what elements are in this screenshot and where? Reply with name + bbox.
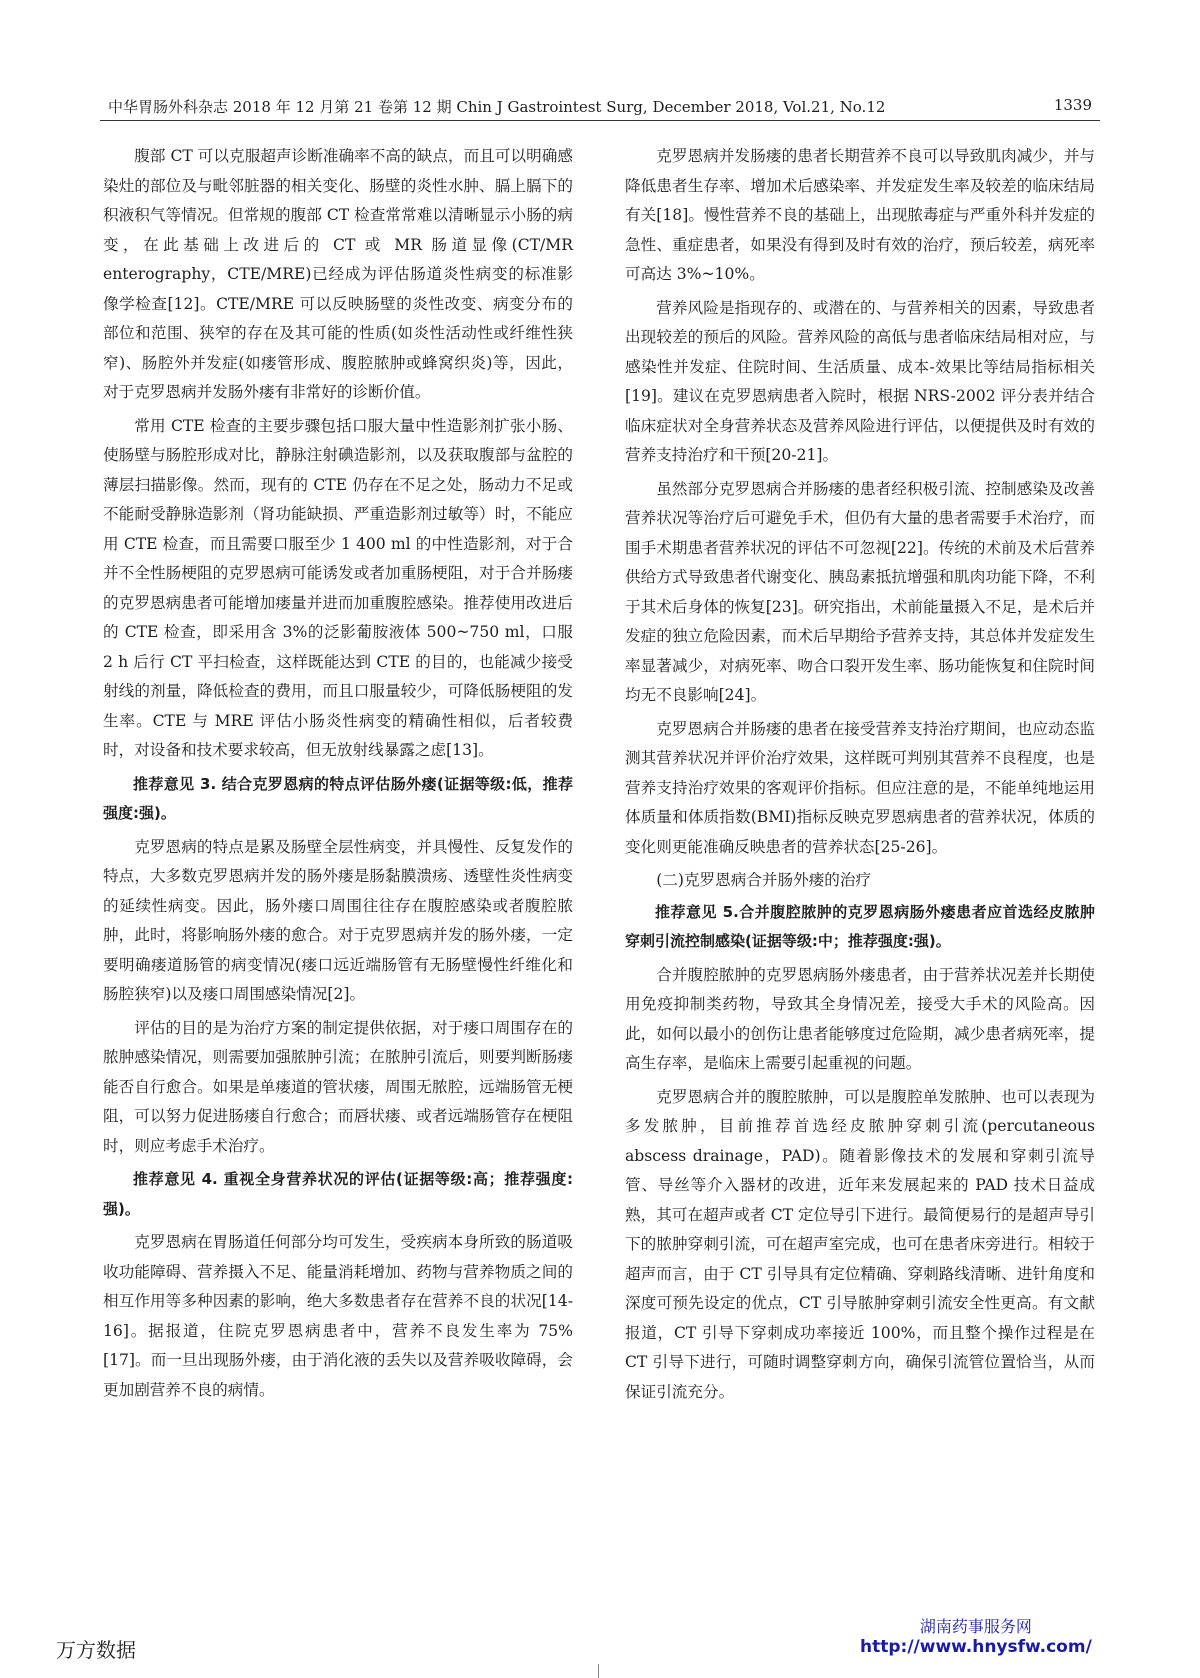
- recommendation-5: 推荐意见 5.合并腹腔脓肿的克罗恩病肠外瘘患者应首选经皮脓肿穿刺引流控制感染(证据等级:中；推荐强度:强)。: [625, 902, 1095, 950]
- paragraph: 克罗恩病合并肠瘘的患者在接受营养支持治疗期间，也应动态监测其营养状况并评价治疗效果，这样既可判别其营养不良程度，也是营养支持治疗效果的客观评价指标。但应注意的是，不能单纯地运用体质量和体质指数(BMI)指标反映克罗恩病患者的营养状况，体质的变化则更能准确反映患者的营养状态[25-26]。: [625, 719, 1095, 856]
- paragraph: 评估的目的是为治疗方案的制定提供依据，对于瘘口周围存在的脓肿感染情况，则需要加强脓肿引流；在脓肿引流后，则要判断肠瘘能否自行愈合。如果是单瘘道的管状瘘，周围无脓腔，远端肠管无梗阻，可以努力促进肠瘘自行愈合；而唇状瘘、或者远端肠管存在梗阻时，则应考虑手术治疗。: [103, 1018, 573, 1155]
- watermark-name: 湖南药事服务网: [919, 1617, 1032, 1636]
- running-header: [100, 92, 1100, 121]
- recommendation-3: 推荐意见 3. 结合克罗恩病的特点评估肠外瘘(证据等级:低，推荐强度:强)。: [103, 774, 573, 822]
- paragraph: 克罗恩病的特点是累及肠壁全层性病变，并具慢性、反复发作的特点，大多数克罗恩病并发的肠外瘘是肠黏膜溃疡、透壁性炎性病变的延续性病变。因此，肠外瘘口周围往往存在腹腔感染或者腹腔脓肿，此时，将影响肠外瘘的愈合。对于克罗恩病并发的肠外瘘，一定要明确瘘道肠管的病变情况(瘘口远近端肠管有无肠壁慢性纤维化和肠腔狭窄)以及瘘口周围感染情况[2]。: [103, 837, 573, 1003]
- watermark: [860, 1614, 1092, 1657]
- paragraph: 虽然部分克罗恩病合并肠瘘的患者经积极引流、控制感染及改善营养状况等治疗后可避免手术，但仍有大量的患者需要手术治疗，而围手术期患者营养状况的评估不可忽视[22]。传统的术前及术后营养供给方式导致患者代谢变化、胰岛素抵抗增强和肌肉功能下降，不利于其术后身体的恢复[23]。研究指出，术前能量摄入不足，是术后并发症的独立危险因素，而术后早期给予营养支持，其总体并发症发生率显著减少，对病死率、吻合口裂开发生率、肠功能恢复和住院时间均无不良影响[24]。: [625, 479, 1095, 704]
- journal-citation: 中华胃肠外科杂志 2018 年 12 月第 21 卷第 12 期 Chin J Gastrointest Surg, December 2018, Vol.21, No.12: [108, 98, 886, 116]
- page-edge-mark: [598, 1664, 599, 1678]
- recommendation-4: 推荐意见 4. 重视全身营养状况的评估(证据等级:高；推荐强度:强)。: [103, 1170, 573, 1218]
- paragraph: 常用 CTE 检查的主要步骤包括口服大量中性造影剂扩张小肠、使肠壁与肠腔形成对比，静脉注射碘造影剂，以及获取腹部与盆腔的薄层扫描影像。然而，现有的 CTE 仍存在不足之处，肠动力不足或不能耐受静脉造影剂（肾功能缺损、严重造影剂过敏等）时，不能应用 CTE 检查，而且需要口服至少 1 400 ml 的中性造影剂，对于合并不全性肠梗阻的克罗恩病可能诱发或者加重肠梗阻，对于合并肠瘘的克罗恩病患者可能增加瘘量并进而加重腹腔感染。推荐使用改进后的 CTE 检查，即采用含 3%的泛影葡胺液体 500~750 ml，口服 2 h 后行 CT 平扫检查，这样既能达到 CTE 的目的，也能减少接受射线的剂量，降低检查的费用，而且口服量较少，可降低肠梗阻的发生率。CTE 与 MRE 评估小肠炎性病变的精确性相似，后者较费时，对设备和技术要求较高，但无放射线暴露之虑[13]。: [103, 416, 573, 759]
- page-number: 1339: [1053, 96, 1092, 114]
- watermark-url[interactable]: http://www.hnysfw.com/: [860, 1637, 1092, 1657]
- wanfang-logo: 万方数据: [56, 1638, 136, 1662]
- paragraph: 腹部 CT 可以克服超声诊断准确率不高的缺点，而且可以明确感染灶的部位及与毗邻脏器的相关变化、肠壁的炎性水肿、膈上膈下的积液积气等情况。但常规的腹部 CT 检查常常难以清晰显示小肠的病变，在此基础上改进后的 CT 或 MR 肠道显像(CT/MR enterography，CTE/MRE)已经成为评估肠道炎性病变的标准影像学检查[12]。CTE/MRE 可以反映肠壁的炎性改变、病变分布的部位和范围、狭窄的存在及其可能的性质(如炎性活动性或纤维性狭窄)、肠腔外并发症(如瘘管形成、腹腔脓肿或蜂窝织炎)等，因此，对于克罗恩病并发肠外瘘有非常好的诊断价值。: [103, 147, 573, 401]
- paragraph: 克罗恩病并发肠瘘的患者长期营养不良可以导致肌肉减少，并与降低患者生存率、增加术后感染率、并发症发生率及较差的临床结局有关[18]。慢性营养不良的基础上，出现脓毒症与严重外科并发症的急性、重症患者，如果没有得到及时有效的治疗，预后较差，病死率可高达 3%~10%。: [625, 147, 1095, 283]
- section-heading: (二)克罗恩病合并肠外瘘的治疗: [656, 871, 872, 889]
- left-column: [103, 142, 573, 1409]
- right-column: [625, 142, 1095, 1411]
- paragraph: 克罗恩病在胃肠道任何部分均可发生，受疾病本身所致的肠道吸收功能障碍、营养摄入不足、能量消耗增加、药物与营养物质之间的相互作用等多种因素的影响，绝大多数患者存在营养不良的状况[14-16]。据报道，住院克罗恩病患者中，营养不良发生率为 75%[17]。而一旦出现肠外瘘，由于消化液的丢失以及营养吸收障碍，会更加剧营养不良的病情。: [103, 1233, 573, 1399]
- paragraph: 合并腹腔脓肿的克罗恩病肠外瘘患者，由于营养状况差并长期使用免疫抑制类药物，导致其全身情况差，接受大手术的风险高。因此，如何以最小的创伤让患者能够度过危险期，减少患者病死率，提高生存率，是临床上需要引起重视的问题。: [625, 965, 1095, 1072]
- paragraph: 营养风险是指现存的、或潜在的、与营养相关的因素，导致患者出现较差的预后的风险。营养风险的高低与患者临床结局相对应，与感染性并发症、住院时间、生活质量、成本-效果比等结局指标相关[19]。建议在克罗恩病患者入院时，根据 NRS-2002 评分表并结合临床症状对全身营养状态及营养风险进行评估，以便提供及时有效的营养支持治疗和干预[20-21]。: [625, 298, 1095, 464]
- paragraph: 克罗恩病合并的腹腔脓肿，可以是腹腔单发脓肿、也可以表现为多发脓肿，目前推荐首选经皮脓肿穿刺引流(percutaneous abscess drainage，PAD)。随着影像技术的发展和穿刺引流导管、导丝等介入器材的改进，近年来发展起来的 PAD 技术日益成熟，其可在超声或者 CT 定位导引下进行。最简便易行的是超声导引下的脓肿穿刺引流，可在超声室完成，也可在患者床旁进行。相较于超声而言，由于 CT 引导具有定位精确、穿刺路线清晰、进针角度和深度可预先设定的优点，CT 引导脓肿穿刺引流安全性更高。有文献报道，CT 引导下穿刺成功率接近 100%，而且整个操作过程是在 CT 引导下进行，可随时调整穿刺方向，确保引流管位置恰当，从而保证引流充分。: [625, 1087, 1095, 1401]
